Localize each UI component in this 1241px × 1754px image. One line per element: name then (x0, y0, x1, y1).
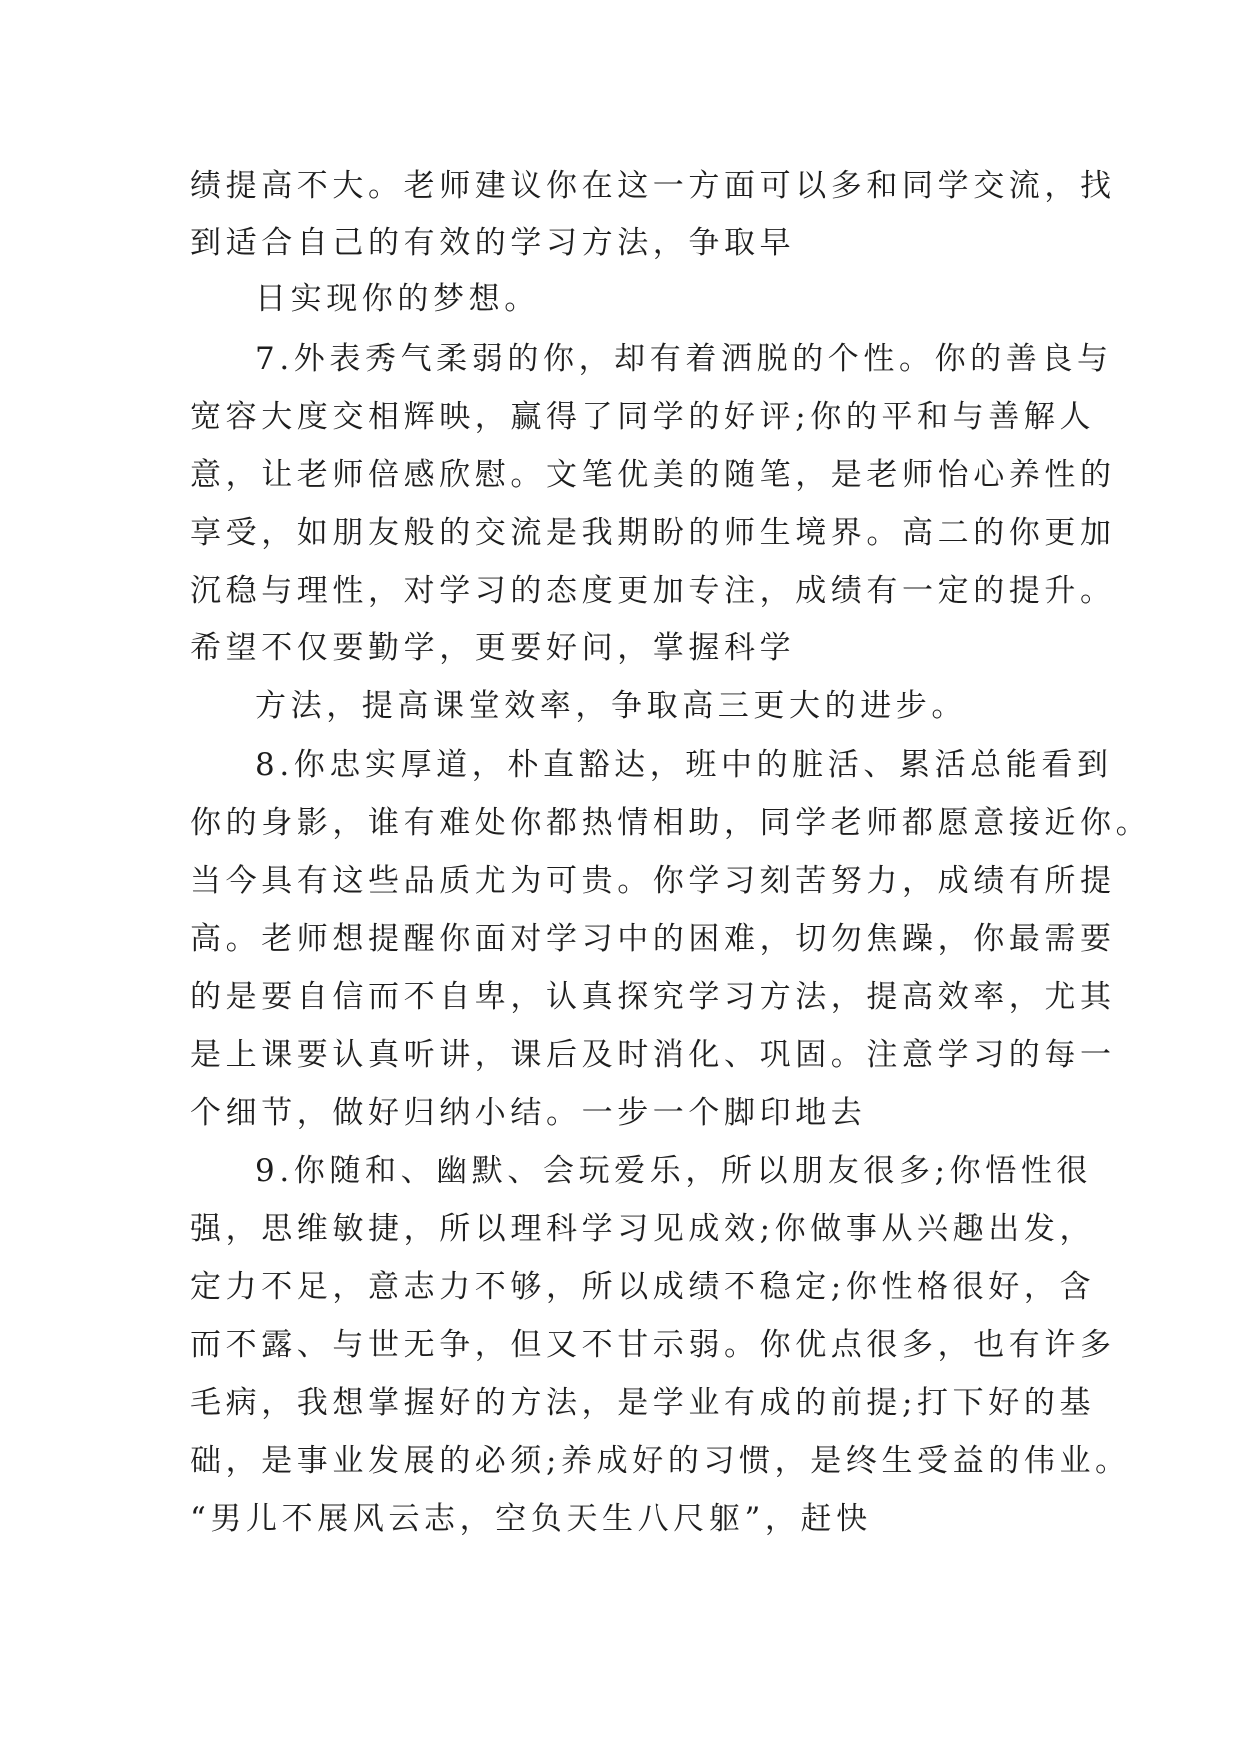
text-line: 础，是事业发展的必须;养成好的习惯，是终生受益的伟业。 (190, 1443, 1131, 1479)
text-line: 个细节，做好归纳小结。一步一个脚印地去 (190, 1095, 867, 1131)
text-line: 享受，如朋友般的交流是我期盼的师生境界。高二的你更加 (190, 515, 1116, 551)
text-line: 到适合自己的有效的学习方法，争取早 (190, 225, 796, 261)
text-line: 8.你忠实厚道，朴直豁达，班中的脏活、累活总能看到 (255, 747, 1113, 783)
text-line: 9.你随和、幽默、会玩爱乐，所以朋友很多;你悟性很 (255, 1153, 1093, 1189)
text-line: 强，思维敏捷，所以理科学习见成效;你做事从兴趣出发， (190, 1211, 1096, 1247)
text-line: 日实现你的梦想。 (255, 281, 540, 317)
text-line: 高。老师想提醒你面对学习中的困难，切勿焦躁，你最需要 (190, 921, 1116, 957)
text-line: 意，让老师倍感欣慰。文笔优美的随笔，是老师怡心养性的 (190, 457, 1116, 493)
text-line: 当今具有这些品质尤为可贵。你学习刻苦努力，成绩有所提 (190, 863, 1116, 899)
text-line: 定力不足，意志力不够，所以成绩不稳定;你性格很好，含 (190, 1269, 1096, 1305)
text-line: 沉稳与理性，对学习的态度更加专注，成绩有一定的提升。 (190, 573, 1116, 609)
text-line: “男儿不展风云志，空负天生八尺躯”，赶快 (190, 1501, 872, 1537)
text-line: 方法，提高课堂效率，争取高三更大的进步。 (255, 688, 967, 724)
text-line: 毛病，我想掌握好的方法，是学业有成的前提;打下好的基 (190, 1385, 1096, 1421)
text-line: 绩提高不大。老师建议你在这一方面可以多和同学交流，找 (190, 168, 1116, 204)
text-line: 你的身影，谁有难处你都热情相助，同学老师都愿意接近你。 (190, 805, 1152, 841)
text-line: 的是要自信而不自卑，认真探究学习方法，提高效率，尤其 (190, 979, 1116, 1015)
text-line: 而不露、与世无争，但又不甘示弱。你优点很多，也有许多 (190, 1327, 1116, 1363)
text-line: 希望不仅要勤学，更要好问，掌握科学 (190, 630, 796, 666)
text-line: 是上课要认真听讲，课后及时消化、巩固。注意学习的每一 (190, 1037, 1116, 1073)
text-line: 7.外表秀气柔弱的你，却有着洒脱的个性。你的善良与 (255, 341, 1113, 377)
text-line: 宽容大度交相辉映，赢得了同学的好评;你的平和与善解人 (190, 399, 1096, 435)
